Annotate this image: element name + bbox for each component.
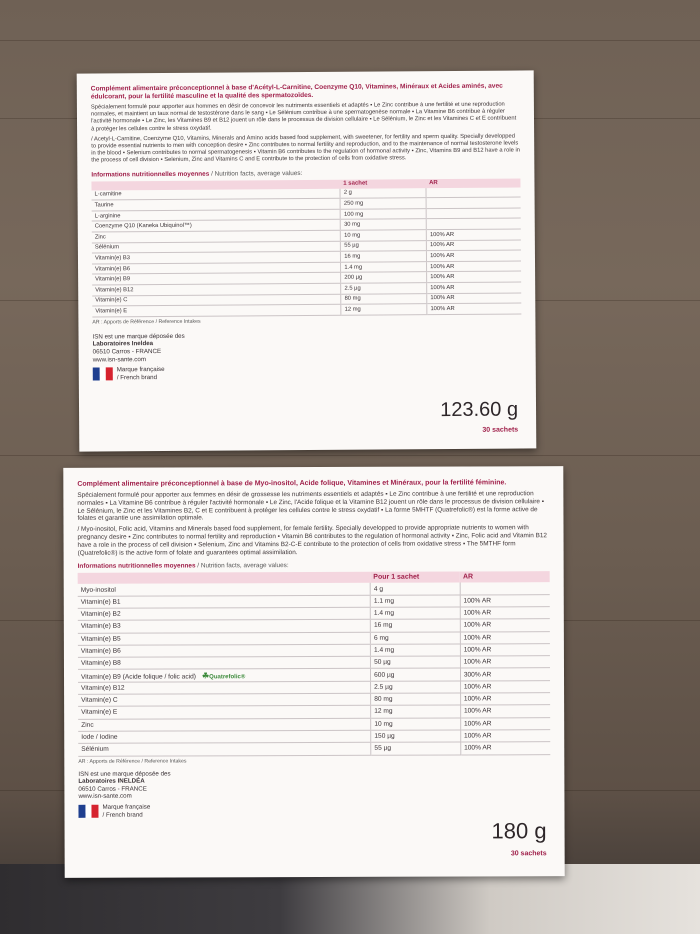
nutrient-amount: 55 µg	[341, 240, 427, 251]
box2-brand-address: 06510 Carros - FRANCE	[78, 785, 147, 793]
nutrient-name: Sélénium	[78, 743, 371, 756]
box2-nutrition-title-en: / Nutrition facts, average values:	[197, 562, 289, 570]
nutrient-amount: 16 mg	[370, 619, 460, 632]
nutrient-name: Taurine	[92, 198, 341, 210]
box2-headline: Complément alimentaire préconceptionnel à base de Myo-inositol, Acide folique, Vitamines et Minéraux, pour la fertilité féminine.	[77, 479, 507, 488]
nutrient-name: Vitamin(e) B5	[78, 632, 371, 645]
nutrient-ar: 100% AR	[427, 261, 521, 272]
nutrient-name: Sélénium	[92, 241, 341, 253]
nutrient-ar: 100% AR	[460, 594, 550, 607]
nutrient-ar: 100% AR	[426, 240, 520, 251]
nutrient-ar: 300% AR	[460, 668, 550, 681]
nutrient-amount: 2 g	[340, 188, 426, 199]
box1-net-weight: 123.60 g	[440, 398, 519, 422]
box2-french-text: Spécialement formulé pour apporter aux femmes en désir de grossesse les nutriments essentiels et adaptés ▪ Le Zinc contribue à une fertilité et une reproduction normales ▪ La Vitamine B6 contribue à réguler l'activité hormonale ▪ Le Zinc, l'Acide folique et la Vitamine B12 jouent un rôle dans le processus de division cellulaire ▪ Le Sélénium, le Zinc et les Vitamines B2, C et E contribuent à protéger les cellules contre le stress oxydatif ▪ La forme 5MHTF (Quatrefolic®) est la forme active de folates et garantie une assimilation optimale.	[77, 490, 544, 523]
box1-col-ar: AR	[426, 178, 520, 188]
box1-brand-line: ISN est une marque déposée des	[92, 332, 185, 341]
nutrient-ar	[426, 208, 520, 219]
box1-sachet-count: 30 sachets	[482, 426, 519, 434]
french-flag-icon	[78, 805, 98, 818]
nutrient-name: Vitamin(e) B9	[92, 273, 341, 285]
box1-nutrition-table	[91, 178, 521, 317]
nutrient-amount: 80 mg	[341, 293, 427, 304]
nutrient-name: Myo-inositol	[78, 583, 371, 596]
box1-french-text: Spécialement formulé pour apporter aux hommes en désir de concevoir les nutriments essentiels et adaptés ▪ Le Zinc contribue à une fertilité et une reproduction normales, et maintient un taux normal de testostérone dans le sang ▪ Le Sélénium contribue à une spermatogenèse normale ▪ La Vitamine B6 contribue à réguler l'activité hormonale ▪ Le Zinc, les Vitamines B9 et B12 jouent un rôle dans le processus de division cellulaire ▪ Le Sélénium, le Zinc et les Vitamines C et E contribuent à protéger les cellules contre le stress oxydatif.	[90, 101, 517, 133]
box1-nutrition-title-fr: Informations nutritionnelles moyennes	[91, 170, 210, 179]
nutrient-name: Vitamin(e) B9 (Acide folique / folic acid) ☘Quatrefolic®	[78, 669, 371, 682]
nutrient-amount: 30 mg	[341, 219, 427, 230]
wood-grain	[0, 455, 700, 456]
box2-nutrition-table	[78, 572, 551, 757]
nutrient-name: Vitamin(e) B6	[92, 262, 341, 274]
nutrient-amount: 80 mg	[371, 693, 461, 706]
box1-flag-label-en: / French brand	[116, 373, 158, 382]
nutrient-ar: 100% AR	[426, 229, 520, 240]
nutrient-ar: 100% AR	[427, 250, 521, 261]
nutrient-ar: 100% AR	[460, 631, 550, 644]
box1-ar-note: AR : Apports de Référence / Reference Intakes	[92, 318, 201, 326]
nutrient-ar: 100% AR	[460, 656, 550, 669]
box2-sachet-count: 30 sachets	[510, 850, 547, 858]
box1-col-amount: 1 sachet	[340, 179, 426, 189]
nutrient-name: Vitamin(e) B1	[78, 595, 371, 608]
nutrient-amount: 200 µg	[341, 272, 427, 283]
box2-english-text: / Myo-inositol, Folic acid, Vitamins and Minerals based food supplement, for female fertility. Specially developped to provide appropriate nutrients to women with pregnancy desire ▪ Zinc contributes to normal fertility and reproduction ▪ Vitamin B6 contributes to the regulation of hormonal activity ▪ Zinc, Folic acid and Vitamin B12 have a role in the process of cell division ▪ Selenium, Zinc and Vitamins B2-C-E contribute to the protection of cells from oxidative stress ▪ The 5MTHF form (Quatrefolic®) is the active form of folate and guarantees optimal assimilation.	[77, 524, 547, 557]
nutrient-name: L-carnitine	[91, 188, 340, 200]
nutrient-ar	[426, 197, 520, 208]
nutrient-amount: 50 µg	[371, 656, 461, 669]
box2-brand-name: Laboratoires INELDÉA	[78, 777, 145, 785]
nutrient-ar: 100% AR	[427, 282, 521, 293]
nutrient-amount: 4 g	[370, 583, 460, 595]
nutrient-name: Vitamin(e) B12	[78, 681, 371, 694]
nutrient-ar: 100% AR	[460, 619, 550, 632]
nutrient-name: Zinc	[78, 718, 371, 731]
box2-nutrition-title	[78, 562, 550, 571]
box1-french-brand	[93, 364, 522, 382]
box1-brand-name: Laboratoires Ineldea	[92, 340, 154, 348]
box1-text-block	[91, 83, 522, 382]
nutrient-ar	[460, 583, 550, 595]
box2-col-amount: Pour 1 sachet	[370, 572, 460, 583]
box2-ar-note: AR : Apports de Référence / Reference Intakes	[78, 757, 187, 765]
female-fertility-box	[63, 466, 564, 878]
french-flag-icon	[93, 368, 113, 381]
nutrient-amount: 2.5 µg	[341, 283, 427, 294]
nutrient-amount: 12 mg	[341, 304, 427, 315]
nutrient-ar: 100% AR	[460, 717, 550, 730]
nutrient-amount: 1.4 mg	[370, 607, 460, 620]
box2-french-brand	[78, 802, 550, 819]
nutrient-name: Iode / Iodine	[78, 730, 371, 743]
nutrient-ar: 100% AR	[461, 742, 551, 755]
nutrient-ar	[426, 187, 520, 198]
nutrient-ar: 100% AR	[460, 607, 550, 620]
nutrient-name: Vitamin(e) E	[92, 304, 341, 316]
nutrient-name: Vitamin(e) C	[78, 693, 371, 706]
box1-nutrition-title	[91, 168, 520, 178]
nutrient-name: Vitamin(e) B3	[78, 620, 371, 633]
nutrient-amount: 55 µg	[371, 742, 461, 755]
nutrient-ar: 100% AR	[460, 730, 550, 743]
box2-text-block	[77, 478, 550, 819]
nutrient-amount: 250 mg	[340, 198, 426, 209]
nutrient-name: Vitamin(e) B2	[78, 607, 371, 620]
box2-col-ar: AR	[460, 572, 550, 583]
quatrefolic-logo	[201, 670, 246, 680]
nutrient-ar	[426, 218, 520, 229]
box1-brand-block	[92, 330, 521, 382]
nutrient-name: Coenzyme Q10 (Kaneka Ubiquinol™)	[92, 220, 341, 232]
nutrient-name: Vitamin(e) B3	[92, 251, 341, 263]
nutrient-amount: 10 mg	[371, 718, 461, 731]
quatrefolic-label: Quatrefolic®	[209, 673, 246, 680]
nutrient-ar: 100% AR	[427, 271, 521, 282]
nutrient-name: Vitamin(e) B12	[92, 283, 341, 295]
box2-brand-block	[78, 769, 550, 819]
box1-brand-address: 06510 Carros - FRANCE	[92, 347, 162, 356]
nutrient-amount: 1.1 mg	[370, 595, 460, 608]
nutrient-name: Zinc	[92, 230, 341, 242]
nutrient-amount: 150 µg	[371, 730, 461, 743]
box1-headline: Complément alimentaire préconceptionnel à base d'Acétyl-L-Carnitine, Coenzyme Q10, Vitamines, Minéraux et Acides aminés, avec édulcorant, pour la fertilité masculine et la qualité des spermatozoïdes.	[90, 82, 503, 101]
nutrient-amount: 10 mg	[341, 230, 427, 241]
box1-nutrition-title-en: / Nutrition facts, average values:	[211, 169, 303, 178]
box2-nutrition-title-fr: Informations nutritionnelles moyennes	[77, 562, 196, 571]
nutrient-ar: 100% AR	[460, 644, 550, 657]
nutrient-amount: 6 mg	[370, 632, 460, 645]
nutrient-ar: 100% AR	[460, 680, 550, 693]
box1-english-text: / Acetyl-L-Carnitine, Coenzyme Q10, Vitamins, Minerals and Amino acids based food supplement, with sweetener, for fertility and sperm quality. Specially developped to provide essential nutrients to men with conception desire ▪ Zinc contributes to normal fertility and reproduction, and to the maintenance of normal testosterone levels in the blood ▪ Selenium contributes to normal spermatogenesis ▪ Vitamin B6 contributes to the regulation of hormonal activity ▪ Zinc, Vitamins B9 and B12 have a role in the process of cell division ▪ Selenium, Zinc and Vitamins C and E contribute to the protection of cells from oxidative stress.	[91, 133, 520, 164]
nutrient-amount: 12 mg	[371, 705, 461, 718]
nutrient-ar: 100% AR	[427, 303, 521, 314]
box2-flag-label: Marque française	[102, 803, 151, 811]
nutrient-amount: 16 mg	[341, 251, 427, 262]
nutrient-name: Vitamin(e) B6	[78, 644, 371, 657]
nutrient-amount: 2.5 µg	[371, 681, 461, 694]
box1-flag-label: Marque française	[116, 366, 165, 374]
nutrient-ar: 100% AR	[460, 693, 550, 706]
box2-flag-label-en: / French brand	[102, 811, 143, 819]
male-fertility-box	[77, 70, 537, 451]
nutrition-row	[92, 303, 521, 317]
nutrient-name: Vitamin(e) E	[78, 706, 371, 719]
nutrient-name: Vitamin(e) C	[92, 294, 341, 306]
nutrient-ar: 100% AR	[427, 293, 521, 304]
nutrient-amount: 1.4 mg	[371, 644, 461, 657]
nutrient-name: L-arginine	[92, 209, 341, 221]
nutrition-row	[78, 742, 550, 756]
box2-net-weight: 180 g	[491, 818, 547, 844]
nutrient-name: Vitamin(e) B8	[78, 656, 371, 669]
nutrient-amount: 100 mg	[340, 208, 426, 219]
nutrient-amount: 1.4 mg	[341, 261, 427, 272]
wood-grain	[0, 40, 700, 41]
box1-brand-website: www.isn-sante.com	[92, 355, 147, 364]
nutrient-ar: 100% AR	[460, 705, 550, 718]
box2-brand-line: ISN est une marque déposée des	[78, 770, 171, 778]
clover-icon: ☘	[201, 670, 210, 680]
box2-brand-website: www.isn-sante.com	[78, 792, 132, 801]
nutrient-amount: 600 µg	[371, 668, 461, 681]
